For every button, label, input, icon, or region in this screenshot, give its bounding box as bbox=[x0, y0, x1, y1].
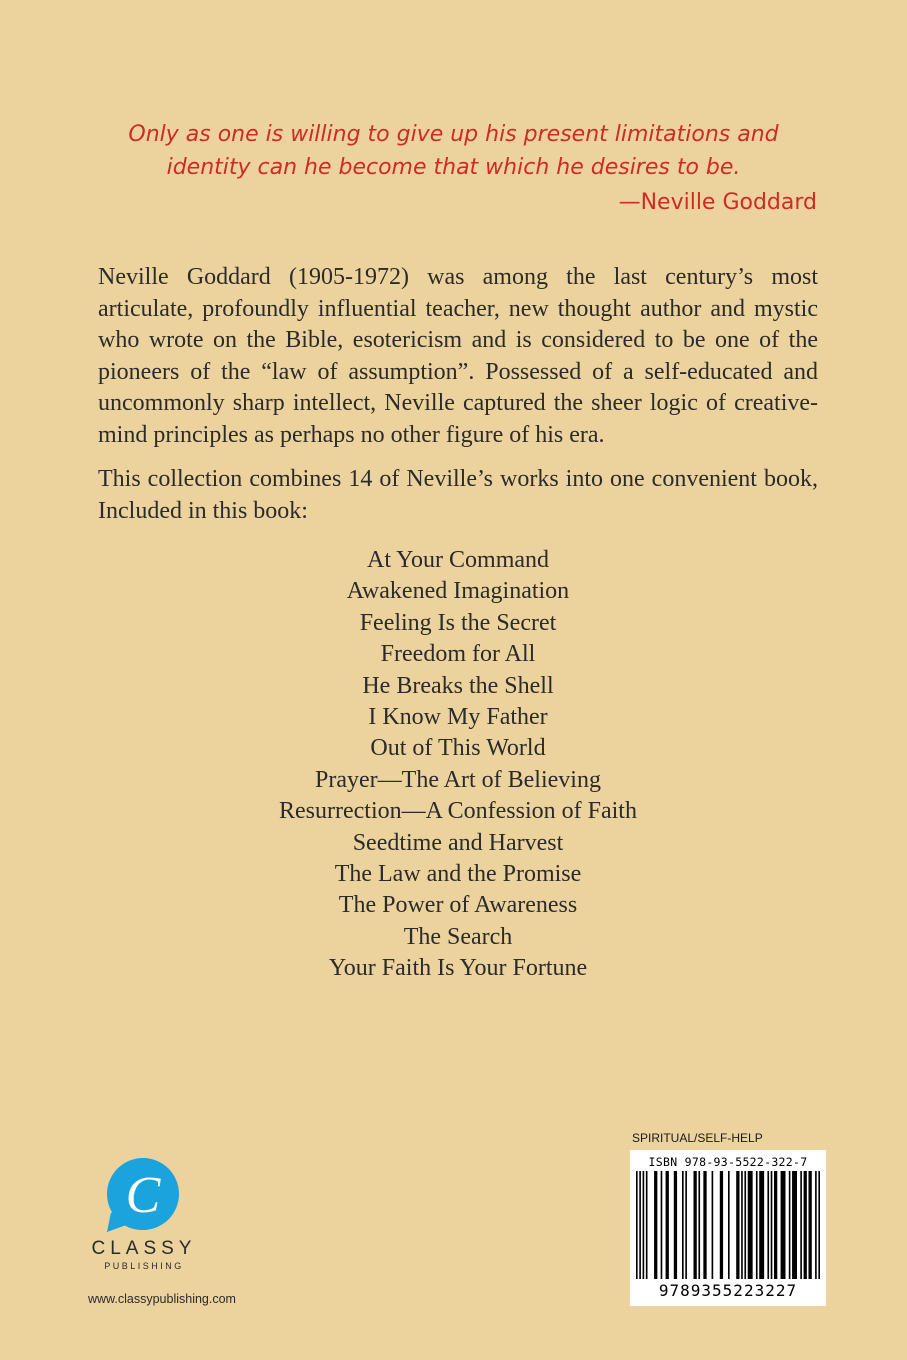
included-titles-list bbox=[98, 545, 818, 985]
description-paragraph-1: Neville Goddard (1905-1972) was among the last century’s most articulate, profoundly influential teacher, new thought author and mystic who wrote on the Bible, esotericism and is considered to be one of the pioneers of the “law of assumption”. Possessed of a self-educated and uncommonly sharp intellect, Neville captured the sheer logic of creative-mind principles as perhaps no other figure of his era. bbox=[98, 264, 818, 448]
isbn-barcode bbox=[630, 1150, 826, 1306]
barcode-bar bbox=[748, 1171, 753, 1279]
quote-attribution: —Neville Goddard bbox=[618, 190, 817, 215]
title-item: Feeling Is the Secret bbox=[359, 609, 557, 636]
barcode-bar bbox=[712, 1171, 714, 1279]
barcode-bar bbox=[767, 1171, 769, 1279]
barcode-bar bbox=[774, 1171, 777, 1279]
title-item: I Know My Father bbox=[368, 704, 548, 731]
publisher-website: www.classypublishing.com bbox=[88, 1292, 236, 1306]
barcode-bar bbox=[694, 1171, 697, 1279]
title-item: Resurrection—A Confession of Faith bbox=[279, 798, 637, 825]
title-item: Awakened Imagination bbox=[346, 578, 570, 605]
title-item: Your Faith Is Your Fortune bbox=[328, 955, 588, 982]
barcode-bar bbox=[800, 1171, 802, 1279]
publisher-subtitle: PUBLISHING bbox=[104, 1261, 184, 1271]
barcode-bar bbox=[759, 1171, 764, 1279]
logo-letter: C bbox=[125, 1167, 161, 1224]
description-paragraph-2: This collection combines 14 of Neville’s works into one convenient book, Included in this book: bbox=[98, 466, 818, 524]
title-item: The Search bbox=[403, 923, 513, 950]
barcode-digits: 9789355223227 bbox=[658, 1281, 798, 1300]
title-item: Freedom for All bbox=[380, 641, 536, 668]
category-label: SPIRITUAL/SELF-HELP bbox=[632, 1131, 763, 1145]
title-item: At Your Command bbox=[366, 547, 550, 573]
barcode-bar bbox=[744, 1171, 746, 1279]
barcode-bar bbox=[682, 1171, 684, 1279]
title-item: The Power of Awareness bbox=[338, 892, 578, 919]
barcode-bar bbox=[728, 1171, 730, 1279]
barcode-bar bbox=[789, 1171, 791, 1279]
title-item: He Breaks the Shell bbox=[362, 672, 554, 699]
barcode-bar bbox=[636, 1171, 638, 1279]
barcode-bar bbox=[703, 1171, 706, 1279]
barcode-bar bbox=[643, 1171, 645, 1279]
epigraph-quote bbox=[90, 118, 817, 184]
publisher-name: CLASSY bbox=[91, 1238, 197, 1259]
title-item: The Law and the Promise bbox=[334, 861, 582, 888]
barcode-bar bbox=[756, 1171, 758, 1279]
barcode-bars bbox=[634, 1171, 822, 1281]
barcode-bar bbox=[666, 1171, 669, 1279]
barcode-bar bbox=[661, 1171, 663, 1279]
barcode-bar bbox=[654, 1171, 657, 1279]
barcode-bar bbox=[809, 1171, 812, 1279]
isbn-label: ISBN 978-93-5522-322-7 bbox=[648, 1155, 808, 1169]
title-item: Seedtime and Harvest bbox=[352, 829, 564, 856]
barcode-bar bbox=[741, 1171, 743, 1279]
barcode-bar bbox=[815, 1171, 817, 1279]
barcode-bar bbox=[685, 1171, 687, 1279]
barcode-bar bbox=[792, 1171, 797, 1279]
barcode-bar bbox=[781, 1171, 786, 1279]
classy-publishing-logo bbox=[103, 1154, 183, 1234]
quote-line-2: identity can he become that which he desires to be. bbox=[166, 155, 741, 180]
barcode-bar bbox=[771, 1171, 773, 1279]
book-description bbox=[98, 262, 818, 540]
barcode-bar bbox=[720, 1171, 723, 1279]
barcode-bar bbox=[698, 1171, 700, 1279]
barcode-bar bbox=[804, 1171, 807, 1279]
title-item: Prayer—The Art of Believing bbox=[315, 766, 601, 793]
barcode-bar bbox=[736, 1171, 739, 1279]
barcode-bar bbox=[674, 1171, 677, 1279]
title-item: Out of This World bbox=[370, 735, 546, 762]
barcode-bar bbox=[639, 1171, 641, 1279]
barcode-bar bbox=[646, 1171, 648, 1279]
quote-line-1: Only as one is willing to give up his present limitations and bbox=[128, 122, 779, 147]
barcode-bar bbox=[818, 1171, 820, 1279]
